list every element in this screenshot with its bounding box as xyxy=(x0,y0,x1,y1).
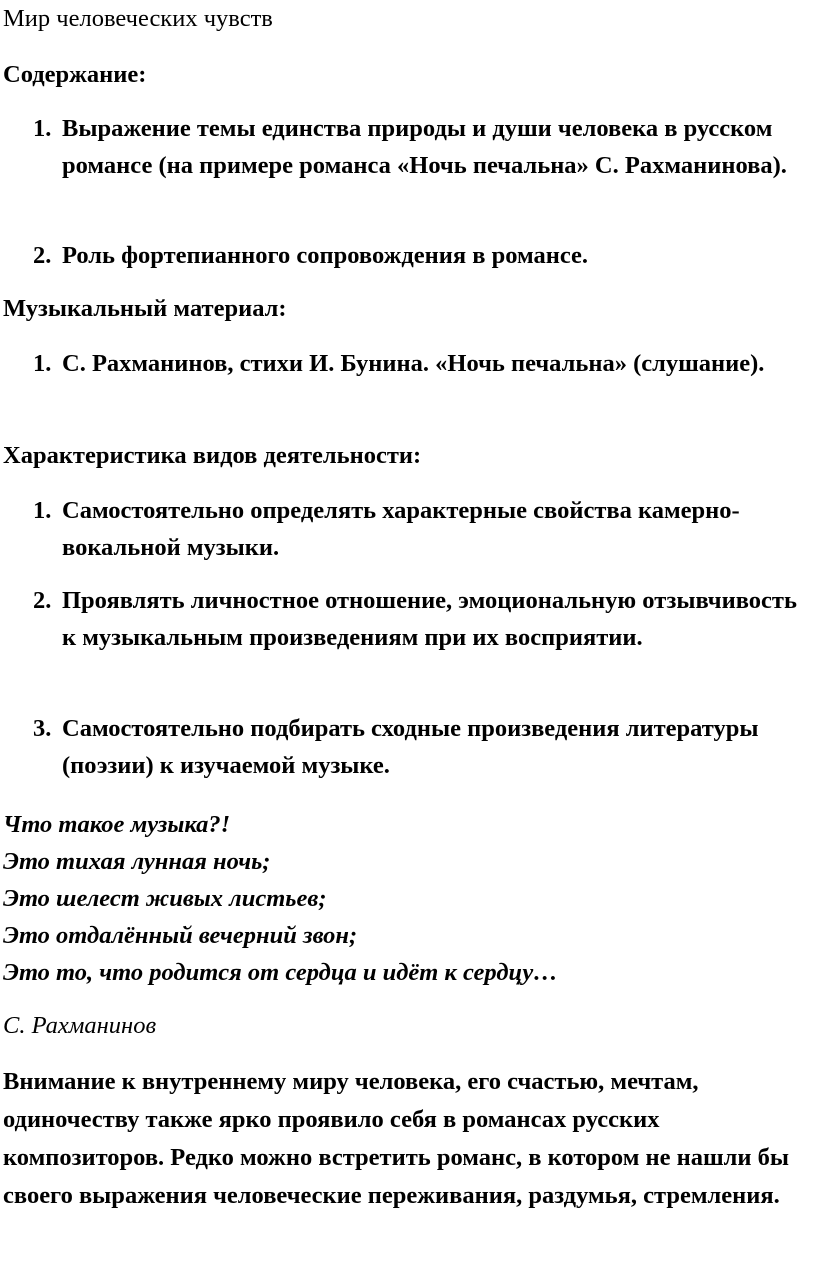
list-item-text: Проявлять личностное отношение, эмоциональную отзывчивость к музыкальным произведениям при их восприятии. xyxy=(62,587,797,651)
list-item-text: С. Рахманинов, стихи И. Бунина. «Ночь печальна» (слушание). xyxy=(62,350,765,377)
poem-line: Это шелест живых листьев; xyxy=(3,885,327,912)
list-item-text: Роль фортепианного сопровождения в романсе. xyxy=(62,242,589,269)
page-title: Мир человеческих чувств xyxy=(3,5,273,32)
activities-heading: Характеристика видов деятельности: xyxy=(3,442,422,469)
poem-author: С. Рахманинов xyxy=(3,1012,157,1039)
list-item-text: Выражение темы единства природы и души человека в русском романсе (на примере романса «Ночь печальна» С. Рахманинова). xyxy=(62,115,787,179)
list-item-number: 2. xyxy=(33,587,52,614)
contents-heading: Содержание: xyxy=(3,61,147,88)
list-item-number: 1. xyxy=(33,115,52,142)
list-item-text: Самостоятельно подбирать сходные произведения литературы (поэзии) к изучаемой музыке. xyxy=(62,715,759,779)
list-item-text: Самостоятельно определять характерные свойства камерно-вокальной музыки. xyxy=(62,497,740,561)
list-item-number: 1. xyxy=(33,497,52,524)
material-heading: Музыкальный материал: xyxy=(3,295,287,322)
poem-line: Это то, что родится от сердца и идёт к сердцу… xyxy=(3,959,558,986)
epigraph-poem xyxy=(3,806,558,991)
list-item-number: 1. xyxy=(33,350,52,377)
poem-line: Это отдалённый вечерний звон; xyxy=(3,922,358,949)
list-item-number: 2. xyxy=(33,242,52,269)
poem-line: Это тихая лунная ночь; xyxy=(3,848,271,875)
body-paragraph: Внимание к внутреннему миру человека, его счастью, мечтам, одиночеству также ярко проявило себя в романсах русских композиторов. Редко можно встретить романс, в котором не нашли бы своего выражения человеческие переживания, раздумья, стремления. xyxy=(3,1068,790,1209)
poem-line: Что такое музыка?! xyxy=(3,811,231,838)
list-item-number: 3. xyxy=(33,715,52,742)
